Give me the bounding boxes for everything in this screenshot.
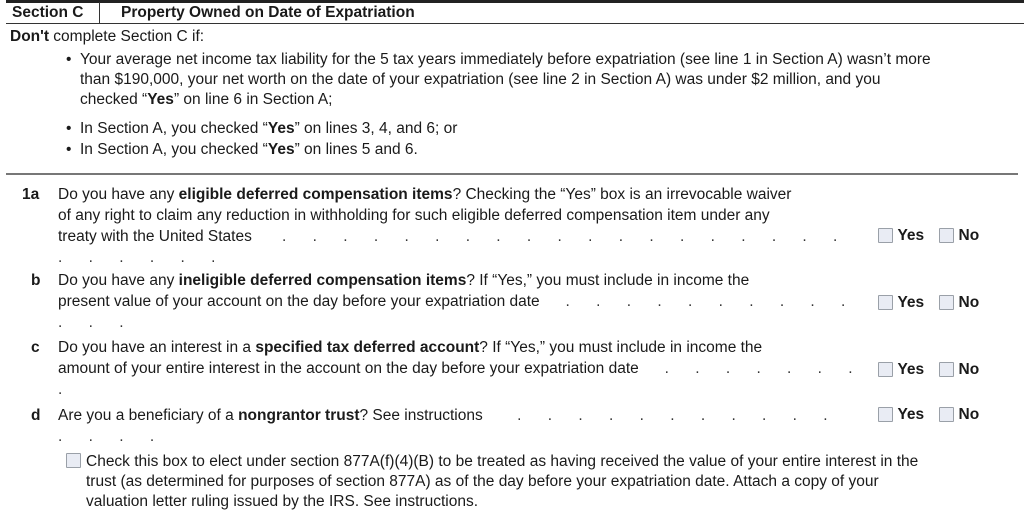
text: ? See instructions (359, 407, 483, 424)
text: Do you have any (58, 186, 179, 203)
text: In Section A, you checked “ (80, 120, 268, 137)
checkbox-1b-yes[interactable] (878, 295, 893, 310)
question-1d-text (58, 405, 868, 447)
dot-leader: . . . . . . . . . . . . . . . . . . . . . . . . . (58, 228, 849, 266)
text: ” on line 6 in Section A; (173, 91, 333, 108)
bold-term: eligible deferred compensation items (178, 186, 453, 203)
election-line: Check this box to elect under section 877A(f)(4)(B) to be treated as having received the value of your entire interest in the (86, 453, 919, 470)
question-number-1d: d (31, 407, 41, 424)
no-label: No (958, 406, 980, 423)
no-label: No (958, 227, 980, 244)
yes-label: Yes (897, 227, 925, 244)
section-header-bottom-rule (6, 23, 1024, 24)
yes-no-group-1a (878, 227, 979, 245)
checkbox-1a-no[interactable] (939, 228, 954, 243)
bold-term: ineligible deferred compensation items (178, 272, 467, 289)
section-header-divider (99, 2, 100, 23)
bullet-item-3 (66, 140, 1014, 160)
text: In Section A, you checked “ (80, 141, 268, 158)
yes-no-group-1b (878, 294, 979, 312)
text: ” on lines 5 and 6. (294, 141, 418, 158)
question-number-1c: c (31, 339, 40, 356)
election-text (86, 452, 1014, 512)
bold-term: nongrantor trust (238, 407, 360, 424)
section-label: Section C (12, 4, 84, 21)
text: ” on lines 3, 4, and 6; or (294, 120, 458, 137)
dot-leader: . . . . . . . . . . . . . (58, 293, 857, 331)
question-line (58, 270, 868, 291)
text: Are you a beneficiary of a (58, 407, 239, 424)
checkbox-1b-no[interactable] (939, 295, 954, 310)
yes-label: Yes (897, 361, 925, 378)
text: Do you have an interest in a (58, 339, 256, 356)
yes-no-group-1c (878, 361, 979, 379)
bullet-line (80, 119, 1014, 139)
election-line: valuation letter ruling issued by the IRS. See instructions. (86, 493, 479, 510)
bold-term: specified tax deferred account (255, 339, 480, 356)
question-1c-text (58, 337, 868, 400)
question-number-1b: b (31, 272, 41, 289)
question-line (58, 358, 868, 400)
bullet-icon: • (66, 141, 72, 158)
intro-text (10, 27, 204, 46)
question-line: of any right to claim any reduction in withholding for such eligible deferred compensation item under any (58, 207, 770, 224)
bullet-icon: • (66, 51, 72, 68)
bullet-item-1 (66, 50, 1014, 110)
dot-leader: . . . . . . . . (58, 360, 864, 398)
checkbox-1d-no[interactable] (939, 407, 954, 422)
section-title: Property Owned on Date of Expatriation (121, 4, 415, 21)
bold-yes: Yes (267, 120, 295, 137)
text: ? If “Yes,” you must include in income the (479, 339, 763, 356)
election-checkbox-877a[interactable] (66, 453, 81, 468)
text: Do you have any (58, 272, 179, 289)
section-divider (6, 173, 1018, 175)
bullet-line (80, 90, 1014, 110)
checkbox-1c-no[interactable] (939, 362, 954, 377)
text: amount of your entire interest in the account on the day before your expatriation date (58, 360, 639, 377)
text: ? Checking the “Yes” box is an irrevocable waiver (452, 186, 792, 203)
text: treaty with the United States (58, 228, 252, 245)
yes-label: Yes (897, 406, 925, 423)
bold-yes: Yes (147, 91, 174, 108)
question-number-1a: 1a (22, 186, 40, 203)
intro-bold: Don't (10, 28, 49, 45)
question-1a-text (58, 184, 868, 268)
no-label: No (958, 294, 980, 311)
bold-yes: Yes (267, 141, 295, 158)
checkbox-1d-yes[interactable] (878, 407, 893, 422)
yes-label: Yes (897, 294, 925, 311)
question-1b-text (58, 270, 868, 333)
election-line: trust (as determined for purposes of section 877A) as of the day before your expatriation date. Attach a copy of your (86, 473, 879, 490)
dot-leader: . . . . . . . . . . . . . . . (58, 407, 839, 445)
bullet-line: than $190,000, your net worth on the date of your expatriation (see line 2 in Section A) was under $2 million, and you (80, 71, 881, 88)
question-line (58, 184, 868, 205)
no-label: No (958, 361, 980, 378)
checkbox-1c-yes[interactable] (878, 362, 893, 377)
question-line (58, 226, 868, 268)
yes-no-group-1d (878, 406, 979, 424)
question-line (58, 337, 868, 358)
text: checked “ (80, 91, 148, 108)
bullet-line: Your average net income tax liability for the 5 tax years immediately before expatriation (see line 1 in Section A) wasn’t more (80, 51, 931, 68)
checkbox-1a-yes[interactable] (878, 228, 893, 243)
intro-rest: complete Section C if: (48, 28, 205, 45)
question-line (58, 291, 868, 333)
text: present value of your account on the day before your expatriation date (58, 293, 540, 310)
bullet-line (80, 140, 1014, 160)
text: ? If “Yes,” you must include in income the (466, 272, 750, 289)
bullet-item-2 (66, 119, 1014, 139)
bullet-icon: • (66, 120, 72, 137)
question-line (58, 405, 868, 447)
